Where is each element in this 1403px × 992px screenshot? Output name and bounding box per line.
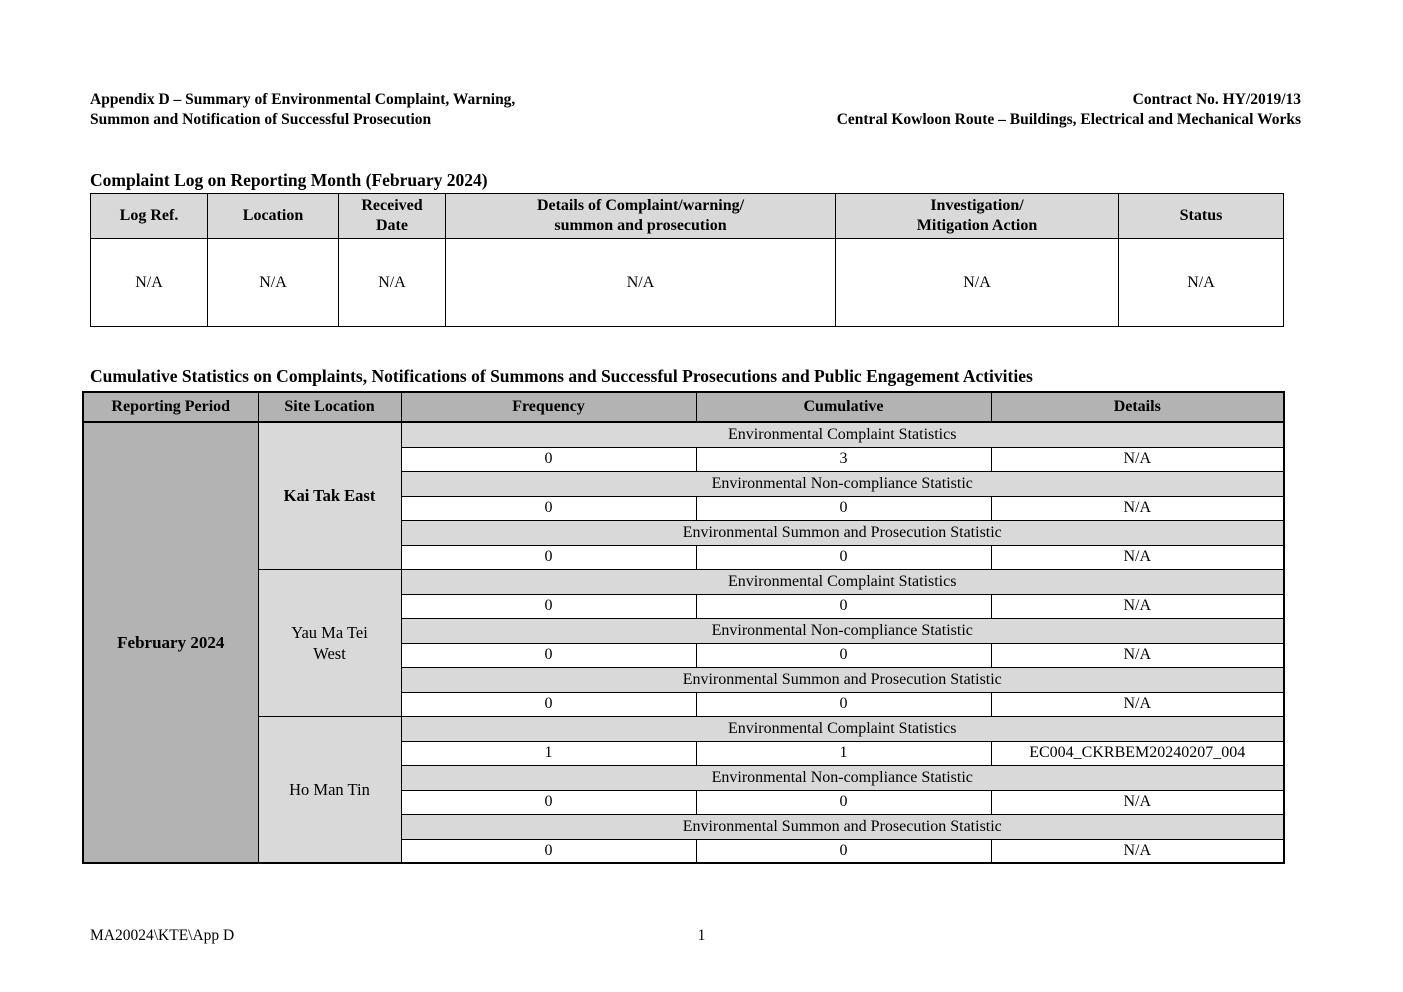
cumulative-cell: 0 [696,839,991,863]
cumulative-cell: 1 [696,741,991,765]
site-name-line: Ho Man Tin [289,779,370,799]
cumulative-cell: 0 [696,594,991,618]
investigation-header-line2: Mitigation Action [916,217,1038,234]
category-row-label: Environmental Summon and Prosecution Statistic [401,814,1284,839]
page-number: 1 [697,927,706,944]
log-ref-header [91,194,208,239]
site-name-line: Kai Tak East [283,486,376,506]
frequency-cell: 0 [401,545,696,569]
details-header-line2: summon and prosecution [554,217,727,234]
contract-header [837,90,1301,129]
complaint-log-data-row [91,239,1284,327]
reporting-period-header: Reporting Period [83,392,258,422]
cumulative-cell: 0 [696,496,991,520]
category-row-label: Environmental Non-compliance Statistic [401,618,1284,643]
cumulative-cell: 0 [696,790,991,814]
complaint-log-header-row [91,194,1284,239]
site-location-header: Site Location [258,392,401,422]
category-row-label: Environmental Non-compliance Statistic [401,471,1284,496]
category-row-label: Environmental Complaint Statistics [401,716,1284,741]
reporting-period-cell: February 2024 [83,422,258,863]
table-row [83,569,1284,594]
status-cell: N/A [1119,239,1284,327]
table-row [83,716,1284,741]
details-cell: N/A [991,447,1284,471]
frequency-cell: 1 [401,741,696,765]
site-name-line: Yau Ma Tei [291,622,368,642]
cumulative-header-row [83,392,1284,422]
received-date-cell: N/A [339,239,446,327]
frequency-cell: 0 [401,790,696,814]
cumulative-cell: 0 [696,545,991,569]
details-cell: N/A [446,239,836,327]
frequency-cell: 0 [401,594,696,618]
appendix-header [90,90,515,129]
site-location-cell-ho-man-tin [258,716,401,863]
details-cell: N/A [991,545,1284,569]
status-header [1119,194,1284,239]
received-date-header-line1: Received [361,197,423,214]
investigation-cell: N/A [836,239,1119,327]
details-cell: N/A [991,692,1284,716]
site-name-line: West [313,643,346,663]
cumulative-cell: 0 [696,692,991,716]
complaint-log-table [90,193,1284,327]
cumulative-statistics-table [82,391,1285,864]
frequency-cell: 0 [401,692,696,716]
frequency-cell: 0 [401,839,696,863]
received-date-header-line2: Date [376,217,408,234]
cumulative-statistics-title: Cumulative Statistics on Complaints, Notifications of Summons and Successful Prosecutions and Public Engagement Activities [90,366,1033,386]
site-location-cell-kai-tak-east [258,422,401,569]
category-row-label: Environmental Non-compliance Statistic [401,765,1284,790]
log-ref-cell: N/A [91,239,208,327]
status-header-label: Status [1179,207,1223,224]
investigation-header [836,194,1119,239]
log-ref-header-label: Log Ref. [119,207,179,224]
appendix-header-line2: Summon and Notification of Successful Prosecution [90,110,432,128]
location-cell: N/A [208,239,339,327]
details-column-header: Details [991,392,1284,422]
cumulative-header: Cumulative [696,392,991,422]
contract-number: Contract No. HY/2019/13 [1132,91,1301,108]
details-cell: EC004_CKRBEM20240207_004 [991,741,1284,765]
frequency-cell: 0 [401,496,696,520]
contract-title: Central Kowloon Route – Buildings, Electrical and Mechanical Works [836,110,1301,128]
location-header [208,194,339,239]
details-cell: N/A [991,790,1284,814]
location-header-label: Location [242,207,304,224]
complaint-log-title: Complaint Log on Reporting Month (February 2024) [90,170,488,190]
frequency-cell: 0 [401,447,696,471]
category-row-label: Environmental Complaint Statistics [401,422,1284,447]
frequency-header: Frequency [401,392,696,422]
cumulative-cell: 3 [696,447,991,471]
cumulative-cell: 0 [696,643,991,667]
appendix-header-line1: Appendix D – Summary of Environmental Complaint, Warning, [90,91,516,108]
document-reference: MA20024\KTE\App D [90,927,235,944]
investigation-header-line1: Investigation/ [930,197,1024,214]
frequency-cell: 0 [401,643,696,667]
details-cell: N/A [991,643,1284,667]
details-cell: N/A [991,594,1284,618]
category-row-label: Environmental Complaint Statistics [401,569,1284,594]
details-cell: N/A [991,839,1284,863]
category-row-label: Environmental Summon and Prosecution Statistic [401,667,1284,692]
site-location-cell-yau-ma-tei-west [258,569,401,716]
details-header-line1: Details of Complaint/warning/ [536,197,745,214]
details-header [446,194,836,239]
details-cell: N/A [991,496,1284,520]
category-row-label: Environmental Summon and Prosecution Statistic [401,520,1284,545]
table-row [83,422,1284,447]
received-date-header [339,194,446,239]
